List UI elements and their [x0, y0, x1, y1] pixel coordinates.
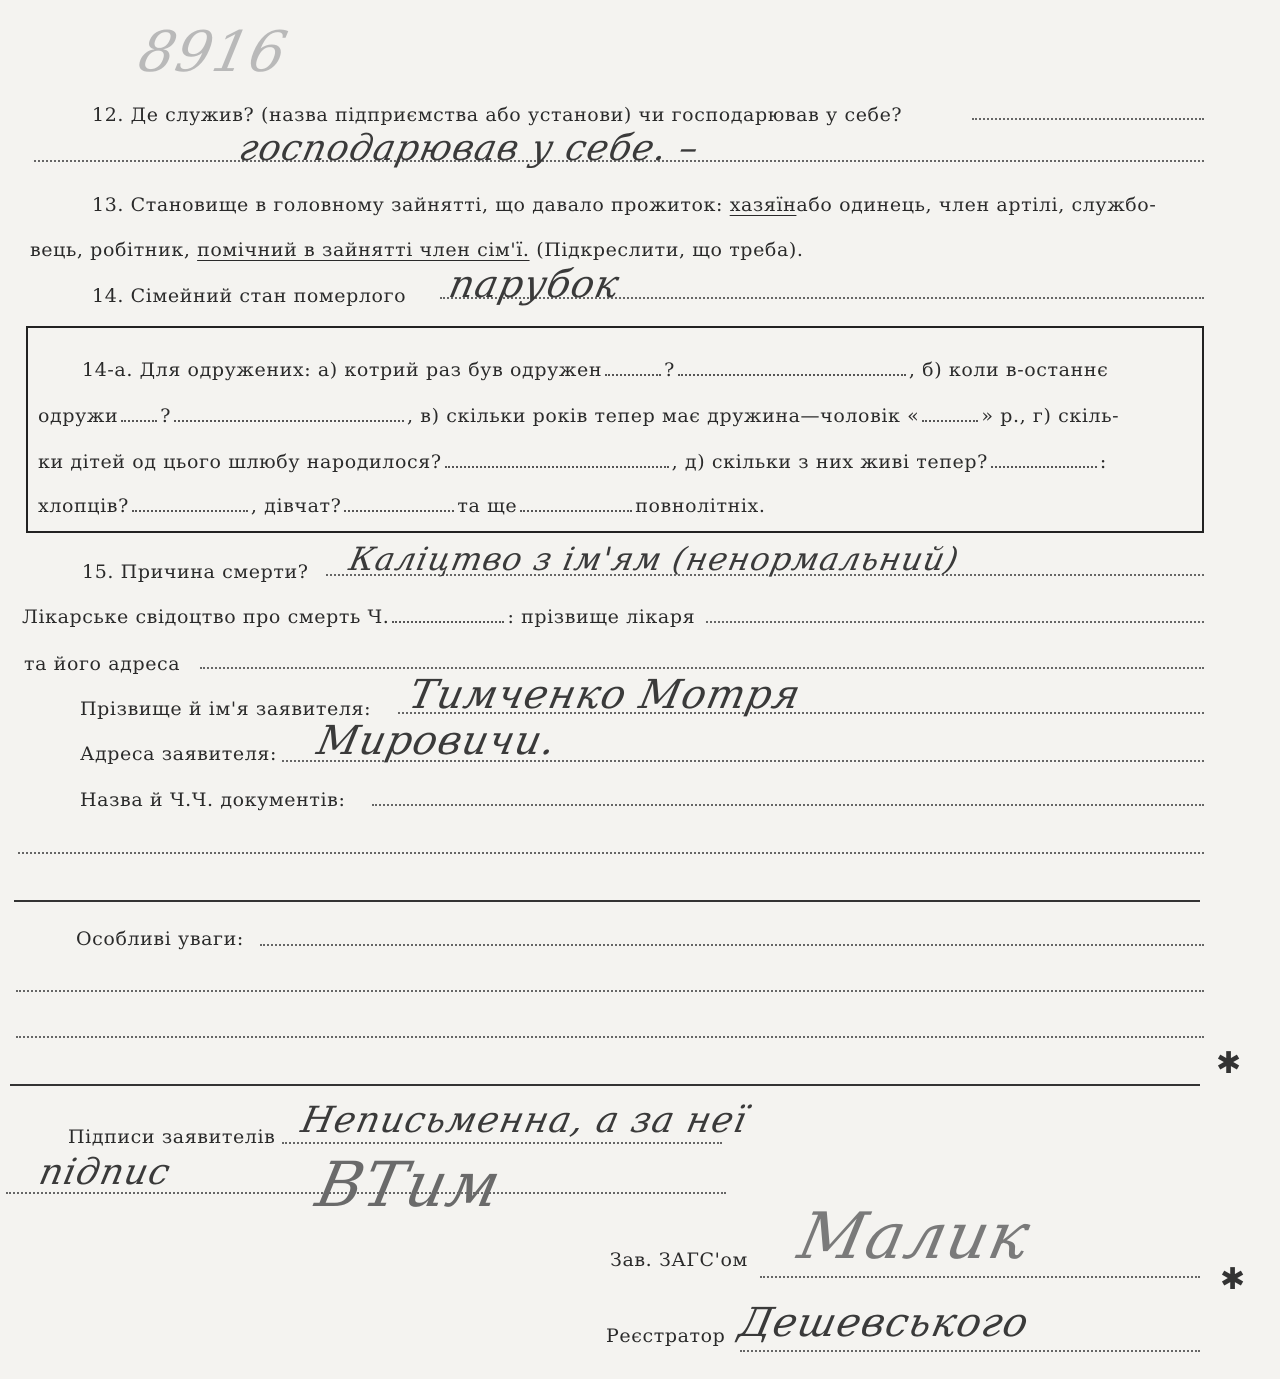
registrar-label: Реєстратор — [606, 1325, 726, 1347]
dots — [605, 370, 661, 376]
registrar-rule — [740, 1350, 1200, 1352]
binding-hole-mark: ✱ — [1220, 1262, 1246, 1297]
dots — [922, 416, 978, 422]
archive-number: 8916 — [133, 20, 294, 85]
registrar-signature: Дешевського — [735, 1300, 1034, 1346]
item13-line1 — [92, 193, 1156, 217]
certificate-line — [22, 605, 695, 629]
doctor-address-label: та його адреса — [24, 653, 181, 675]
item14a-line1-q: ? — [664, 359, 675, 381]
item14a-line2-q: ? — [160, 405, 172, 427]
applicant-name-answer: Тимченко Мотря — [405, 672, 806, 718]
dots — [520, 506, 632, 512]
section-divider-1 — [14, 900, 1200, 902]
dots — [174, 416, 404, 422]
dots — [991, 462, 1097, 468]
dots — [445, 462, 669, 468]
item14a-line4-c: та ще — [457, 495, 518, 517]
remarks-rule-2 — [16, 990, 1204, 992]
dots — [392, 617, 504, 623]
documents-label: Назва й Ч.Ч. документів: — [80, 789, 346, 811]
dots — [344, 506, 454, 512]
zags-head-signature: Малик — [792, 1200, 1037, 1274]
applicant-address-label: Адреса заявителя: — [80, 743, 277, 765]
item14a-line3-c: : — [1099, 451, 1107, 473]
item14a-line2 — [38, 404, 1119, 428]
item14a-line4-b: , дівчат? — [250, 495, 342, 517]
remarks-label: Особливі уваги: — [76, 928, 244, 950]
item14a-line2-a: одружи — [38, 405, 119, 427]
item14a-line3-a: ки дітей од цього шлюбу народилося? — [38, 451, 442, 473]
item12-rule-1 — [972, 118, 1204, 120]
item14a-line1-b: , б) коли в-останнє — [908, 359, 1109, 381]
item14-label: 14. Сімейний стан померлого — [92, 285, 407, 307]
item14a-line1 — [82, 358, 1108, 382]
item12-label-text: 12. Де служив? (назва підприємства або установи) чи господарював у себе? — [92, 104, 903, 126]
signatures-line2: підпис — [35, 1152, 175, 1193]
item14a-line4 — [38, 494, 765, 518]
applicant-address-answer: Мировичи. — [313, 718, 561, 764]
doctor-address-rule — [200, 667, 1204, 669]
certificate-label-b: : прізвище лікаря — [507, 606, 696, 628]
item14-answer: парубок — [445, 262, 624, 306]
zags-head-label: Зав. ЗАГС'ом — [610, 1249, 748, 1271]
certificate-rule — [706, 621, 1204, 623]
item14a-married-box — [26, 326, 1204, 533]
remarks-rule-3 — [16, 1036, 1204, 1038]
section-divider-2 — [10, 1084, 1200, 1086]
item14a-line1-a: 14-а. Для одружених: а) котрий раз був одружен — [82, 359, 603, 381]
item14a-line4-d: повнолітніх. — [635, 495, 766, 517]
item15-answer: Каліцтво з ім'ям (ненормальний) — [345, 540, 963, 578]
dots — [121, 416, 157, 422]
item13-line1-suffix: або одинець, член артілі, службо- — [796, 194, 1157, 216]
binding-hole-mark: ✱ — [1216, 1046, 1242, 1081]
item14a-line3 — [38, 450, 1107, 474]
item13-line2-suffix: (Підкреслити, що треба). — [536, 239, 804, 261]
item13-owner-underlined: хазяїн — [729, 194, 797, 216]
item13-line2 — [30, 238, 804, 262]
item14a-line2-b: , в) скільки років тепер має дружина—чоловік « — [407, 405, 920, 427]
signatures-mark: ВТим — [310, 1148, 509, 1221]
item12-label — [92, 103, 902, 127]
dots — [132, 506, 248, 512]
item15-label: 15. Причина смерти? — [82, 561, 309, 583]
signatures-label: Підписи заявителів — [68, 1126, 276, 1148]
documents-rule-1 — [372, 804, 1204, 806]
certificate-label-a: Лікарське свідоцтво про смерть Ч. — [22, 606, 390, 628]
item14a-line3-b: , д) скільки з них живі тепер? — [671, 451, 988, 473]
item13-line1-prefix: 13. Становище в головному зайнятті, що давало прожиток: — [92, 194, 724, 216]
signatures-line1: Неписьменна, а за неї — [297, 1100, 752, 1141]
item14a-line4-a: хлопців? — [38, 495, 129, 517]
item13-helper-underlined: помічний в зайнятті член сім'ї. — [197, 239, 530, 261]
dots — [678, 370, 906, 376]
signatures-rule-1 — [282, 1142, 722, 1144]
item14a-line2-c: » р., г) скіль- — [981, 405, 1120, 427]
zags-head-rule — [760, 1276, 1200, 1278]
documents-rule-2 — [18, 852, 1204, 854]
item12-answer: господарював у себе. – — [235, 128, 704, 169]
remarks-rule-1 — [260, 944, 1204, 946]
applicant-name-label: Прізвище й ім'я заявителя: — [80, 698, 372, 720]
item13-line2-prefix: вець, робітник, — [30, 239, 191, 261]
